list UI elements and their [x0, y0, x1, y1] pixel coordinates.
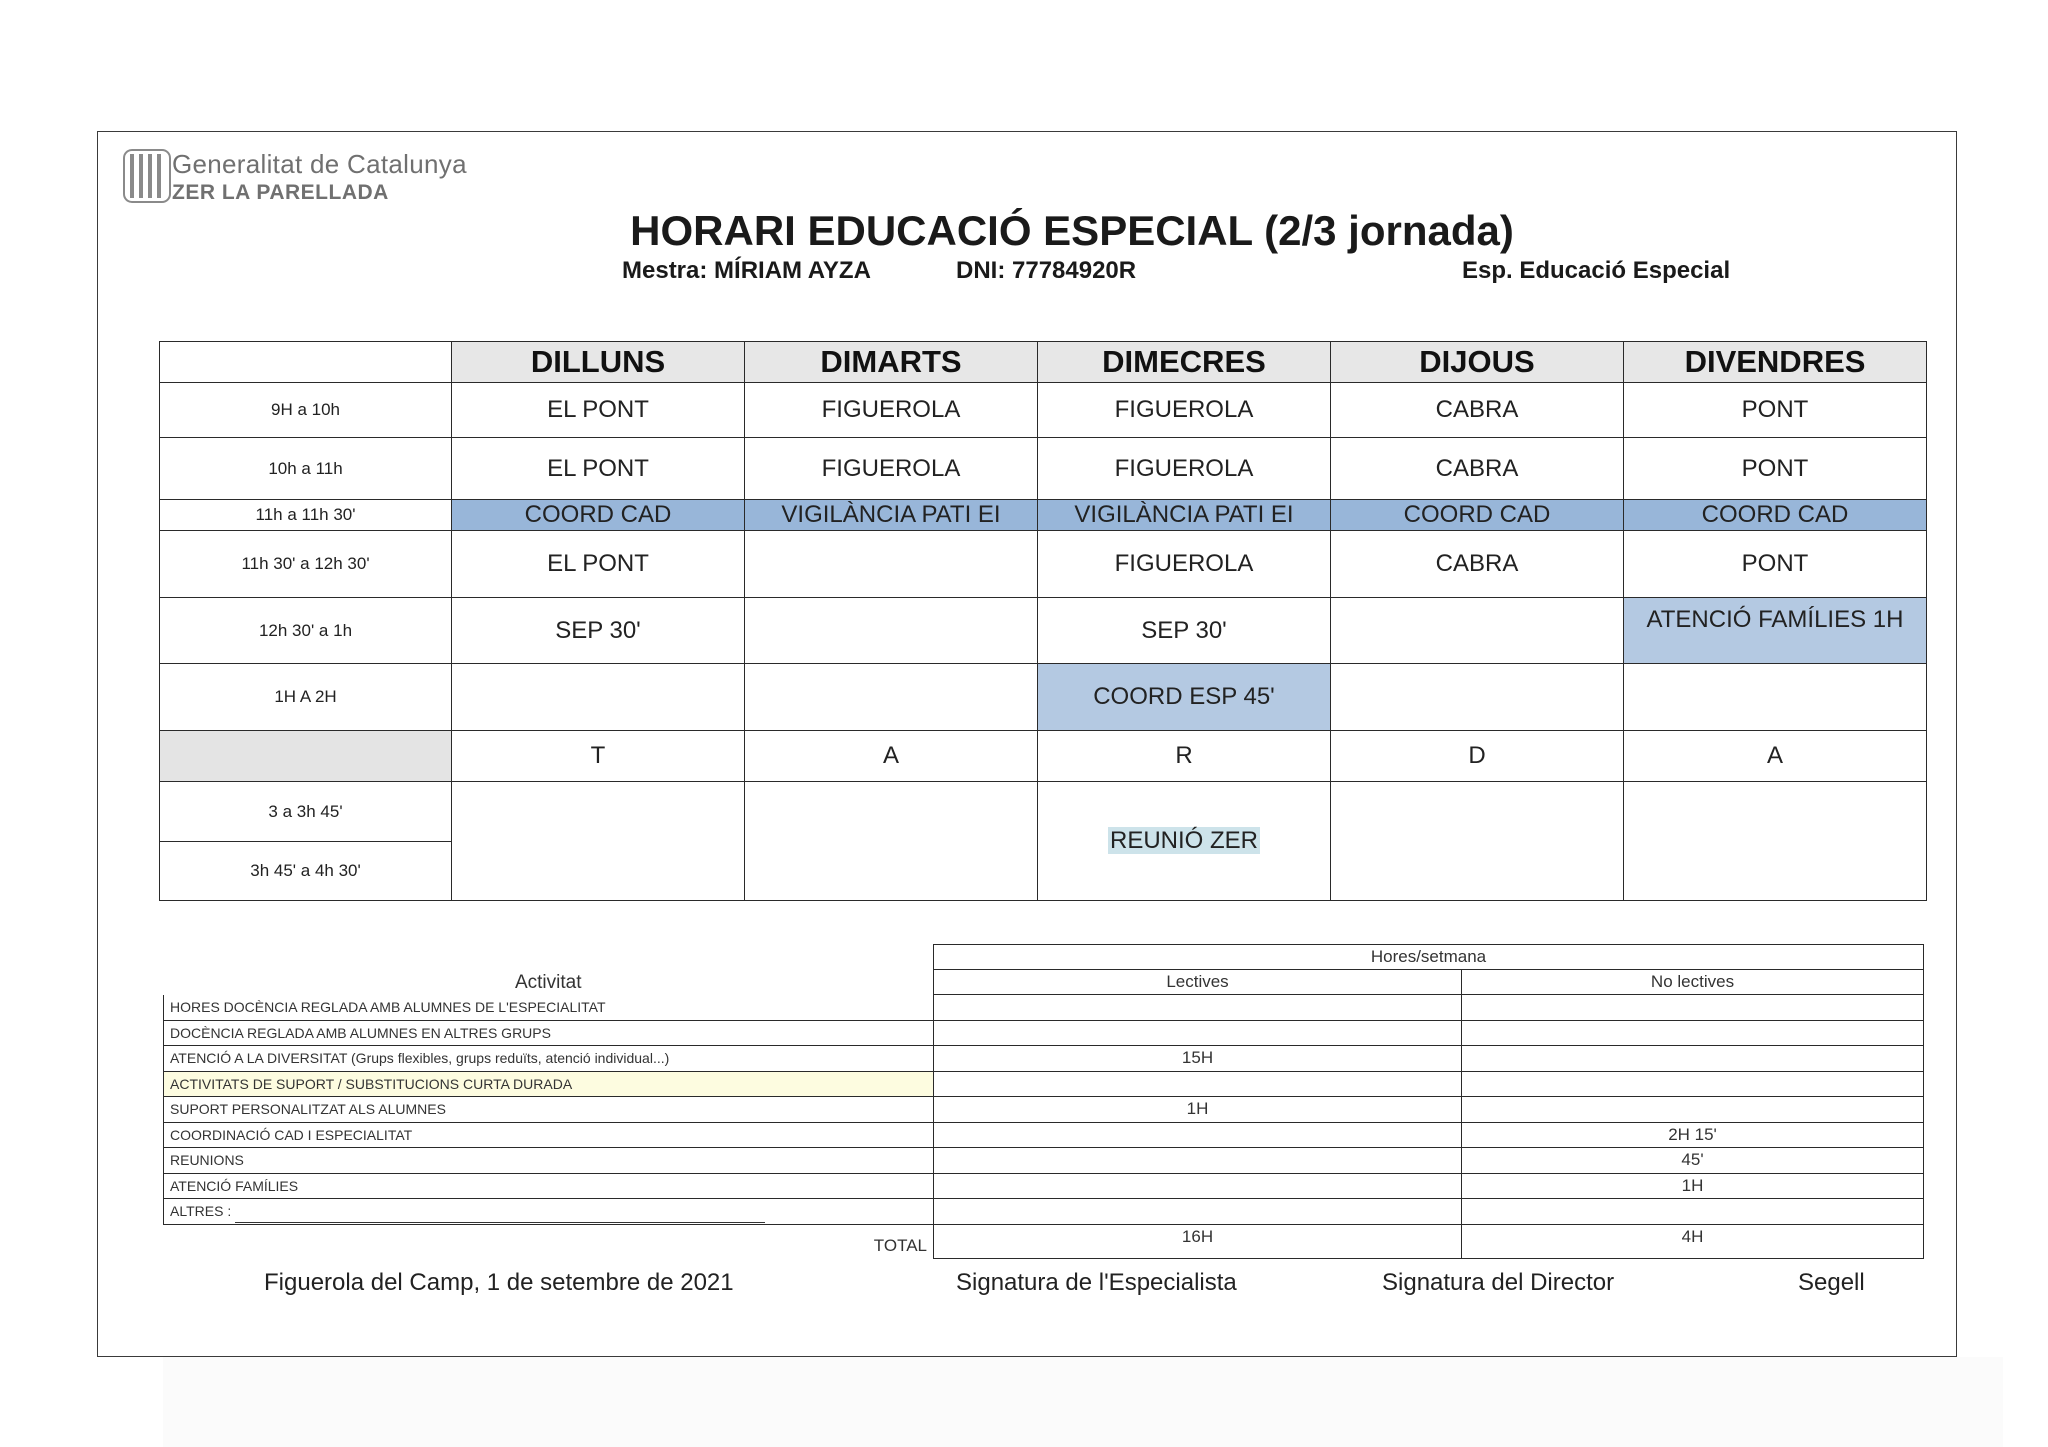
no-lectives-value [1462, 1097, 1924, 1123]
schedule-cell-highlight: COORD ESP 45' [1038, 664, 1331, 731]
total-lectives: 16H [934, 1224, 1462, 1258]
page-shadow [163, 1357, 2003, 1447]
schedule-cell-highlight: COORD CAD [1331, 500, 1624, 531]
activity-row [164, 1148, 1924, 1174]
lunch-row [160, 731, 1927, 782]
schedule-cell: FIGUEROLA [1038, 383, 1331, 438]
schedule-row [160, 383, 1927, 438]
lectives-value [934, 1122, 1462, 1148]
schedule-cell: FIGUEROLA [745, 438, 1038, 500]
tarda-letter: A [745, 731, 1038, 782]
schedule-cell: SEP 30' [1038, 598, 1331, 664]
lectives-value: 15H [934, 1046, 1462, 1072]
seal-label: Segell [1798, 1269, 1865, 1296]
activity-label: REUNIONS [164, 1148, 934, 1174]
schedule-cell [1624, 664, 1927, 731]
lectives-value [934, 995, 1462, 1021]
org-block [172, 148, 467, 206]
activity-other-cell [164, 1199, 934, 1225]
time-cell: 11h 30' a 12h 30' [160, 531, 452, 598]
blank-line [235, 1206, 765, 1223]
schedule-cell: EL PONT [452, 383, 745, 438]
schedule-cell: CABRA [1331, 531, 1624, 598]
no-lectives-value: 1H [1462, 1173, 1924, 1199]
afternoon-row [160, 782, 1927, 901]
document-title: HORARI EDUCACIÓ ESPECIAL (2/3 jornada) [630, 207, 1514, 254]
time-cell: 3h 45' a 4h 30' [250, 860, 361, 880]
schedule-cell: CABRA [1331, 383, 1624, 438]
schedule-cell [452, 782, 745, 901]
no-lectives-value [1462, 1199, 1924, 1225]
lunch-time-cell [160, 731, 452, 782]
activities-group-header-row [164, 945, 1924, 970]
time-cell: 11h a 11h 30' [160, 500, 452, 531]
time-cell: 10h a 11h [160, 438, 452, 500]
activities-table [163, 944, 1924, 1259]
total-no-lectives: 4H [1462, 1224, 1924, 1258]
schedule-cell: FIGUEROLA [745, 383, 1038, 438]
schedule-cell: PONT [1624, 438, 1927, 500]
specialist-signature-label: Signatura de l'Especialista [956, 1269, 1237, 1296]
activity-row [164, 1071, 1924, 1097]
teacher-name: Mestra: MÍRIAM AYZA [622, 257, 871, 284]
no-lectives-value [1462, 1071, 1924, 1097]
time-cell: 3 a 3h 45' [160, 782, 451, 842]
lectives-value [934, 1071, 1462, 1097]
schedule-cell [1331, 598, 1624, 664]
activity-column-header: Activitat [514, 971, 582, 993]
day-header: DILLUNS [452, 342, 745, 383]
day-header: DIVENDRES [1624, 342, 1927, 383]
tarda-letter: A [1624, 731, 1927, 782]
schedule-row [160, 438, 1927, 500]
schedule-cell: EL PONT [452, 438, 745, 500]
activity-label: ATENCIÓ A LA DIVERSITAT (Grups flexibles, grups reduïts, atenció individual...) [164, 1046, 934, 1072]
schedule-cell-highlight: COORD CAD [1624, 500, 1927, 531]
schedule-cell [745, 782, 1038, 901]
schedule-cell-highlight: VIGILÀNCIA PATI EI [745, 500, 1038, 531]
place-date: Figuerola del Camp, 1 de setembre de 2021 [264, 1269, 734, 1296]
day-header: DIMECRES [1038, 342, 1331, 383]
no-lectives-header: No lectives [1462, 970, 1924, 995]
activity-label: SUPORT PERSONALITZAT ALS ALUMNES [164, 1097, 934, 1123]
activity-row [164, 1173, 1924, 1199]
teacher-dni: DNI: 77784920R [956, 257, 1137, 284]
schedule-cell [1331, 664, 1624, 731]
day-header: DIJOUS [1331, 342, 1624, 383]
tarda-letter: R [1038, 731, 1331, 782]
tarda-letter: T [452, 731, 745, 782]
activity-label: ACTIVITATS DE SUPORT / SUBSTITUCIONS CURTA DURADA [164, 1071, 934, 1097]
tarda-letter: D [1331, 731, 1624, 782]
schedule-cell-highlight: ATENCIÓ FAMÍLIES 1H [1624, 598, 1927, 664]
total-label: TOTAL [873, 1236, 927, 1255]
no-lectives-value [1462, 1046, 1924, 1072]
time-cell: 12h 30' a 1h [160, 598, 452, 664]
activity-row [164, 995, 1924, 1021]
schedule-cell-highlight: COORD CAD [452, 500, 745, 531]
activity-label: COORDINACIÓ CAD I ESPECIALITAT [164, 1122, 934, 1148]
no-lectives-value [1462, 1020, 1924, 1046]
schedule-cell [1038, 782, 1331, 901]
time-cell: 9H a 10h [160, 383, 452, 438]
schedule-cell: EL PONT [452, 531, 745, 598]
director-signature-label: Signatura del Director [1382, 1269, 1615, 1296]
day-header: DIMARTS [745, 342, 1038, 383]
lectives-value [934, 1173, 1462, 1199]
schedule-cell [745, 598, 1038, 664]
no-lectives-value: 2H 15' [1462, 1122, 1924, 1148]
activity-label: DOCÈNCIA REGLADA AMB ALUMNES EN ALTRES GRUPS [164, 1020, 934, 1046]
schedule-row [160, 500, 1927, 531]
schedule-cell [452, 664, 745, 731]
lectives-header: Lectives [934, 970, 1462, 995]
activity-row [164, 1046, 1924, 1072]
total-row [164, 1224, 1924, 1258]
schedule-row [160, 598, 1927, 664]
activity-label: ATENCIÓ FAMÍLIES [164, 1173, 934, 1199]
afternoon-time-cell [160, 782, 452, 901]
lectives-value [934, 1148, 1462, 1174]
no-lectives-value [1462, 995, 1924, 1021]
lectives-value [934, 1020, 1462, 1046]
schedule-cell-highlight: VIGILÀNCIA PATI EI [1038, 500, 1331, 531]
schedule-cell [745, 664, 1038, 731]
hours-week-header: Hores/setmana [934, 945, 1924, 970]
reunio-zer-label: REUNIÓ ZER [1109, 827, 1258, 854]
activity-row [164, 1020, 1924, 1046]
activity-row [164, 1097, 1924, 1123]
time-cell: 1H A 2H [160, 664, 452, 731]
lectives-value [934, 1199, 1462, 1225]
schedule-cell: PONT [1624, 531, 1927, 598]
teacher-specialty: Esp. Educació Especial [1462, 257, 1731, 284]
activity-label: ALTRES : [170, 1203, 232, 1220]
schedule-row [160, 531, 1927, 598]
schedule-cell: FIGUEROLA [1038, 438, 1331, 500]
activity-row [164, 1122, 1924, 1148]
lectives-value: 1H [934, 1097, 1462, 1123]
no-lectives-value: 45' [1462, 1148, 1924, 1174]
schedule-cell: PONT [1624, 383, 1927, 438]
schedule-table [159, 341, 1927, 901]
schedule-header-row [160, 342, 1927, 383]
schedule-cell: FIGUEROLA [1038, 531, 1331, 598]
org-name: Generalitat de Catalunya [172, 149, 467, 179]
schedule-cell [1624, 782, 1927, 901]
schedule-cell: CABRA [1331, 438, 1624, 500]
schedule-cell [1331, 782, 1624, 901]
schedule-cell: SEP 30' [452, 598, 745, 664]
schedule-cell [745, 531, 1038, 598]
org-subtitle: ZER LA PARELLADA [172, 181, 389, 204]
corner-cell [160, 342, 452, 383]
activity-row [164, 1199, 1924, 1225]
schedule-row [160, 664, 1927, 731]
activity-label: HORES DOCÈNCIA REGLADA AMB ALUMNES DE L'ESPECIALITAT [164, 995, 934, 1021]
